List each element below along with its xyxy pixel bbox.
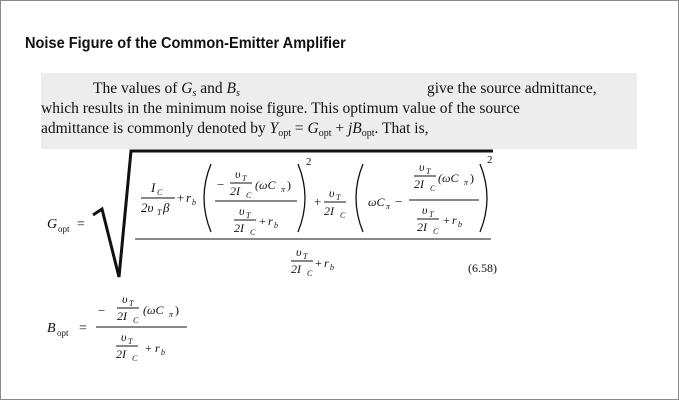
svg-text:2I: 2I: [324, 204, 334, 218]
square-exponent-2: 2: [487, 154, 493, 166]
svg-text:r: r: [452, 213, 457, 227]
svg-text:π: π: [464, 178, 469, 187]
svg-text:υ: υ: [329, 186, 335, 200]
paragraph-line-3: admittance is commonly denoted by $Y_{opt} = G_{opt} + jB_{opt}$. That is,: [41, 120, 429, 139]
svg-text:r: r: [324, 256, 329, 270]
paragraph-line-2: which results in the minimum noise figure. This optimum value of the source: [41, 100, 520, 117]
svg-text:B: B: [47, 321, 56, 336]
svg-text:r: r: [155, 341, 160, 355]
svg-text:2υ: 2υ: [141, 200, 154, 215]
vt-over-2ic-factor: [324, 186, 346, 220]
svg-text:2I: 2I: [414, 177, 424, 191]
bopt-fraction: [96, 292, 187, 363]
main-denominator: [291, 245, 334, 278]
svg-text:C: C: [250, 228, 256, 237]
svg-text:T: T: [426, 167, 431, 176]
svg-text:(ωC: (ωC: [255, 178, 276, 192]
svg-text:G: G: [47, 217, 58, 232]
svg-text:C: C: [307, 269, 313, 278]
svg-text:+: +: [145, 341, 152, 355]
svg-text:2I: 2I: [291, 262, 301, 276]
svg-text:C: C: [132, 354, 138, 363]
svg-text:C: C: [430, 184, 436, 193]
svg-text:=: =: [77, 217, 85, 232]
svg-text:): ): [470, 171, 474, 185]
svg-text:T: T: [242, 174, 247, 183]
svg-text:π: π: [169, 310, 174, 319]
left-paren-2: [356, 164, 363, 232]
svg-text:2I: 2I: [234, 221, 244, 235]
svg-text:=: =: [79, 321, 87, 336]
svg-text:π: π: [281, 185, 286, 194]
equation-block: [1, 1, 678, 399]
paragraph-line-1-end: give the source admittance,: [427, 80, 597, 97]
right-paren-2: [480, 164, 487, 232]
left-paren-1: [204, 164, 211, 232]
svg-text:β: β: [163, 200, 170, 215]
svg-text:opt: opt: [58, 224, 70, 234]
ic-over-vt-beta-term: [141, 180, 175, 217]
second-inner-expression: [368, 160, 479, 236]
svg-text:υ: υ: [296, 245, 302, 259]
right-paren-1: [298, 164, 305, 232]
svg-text:(ωC: (ωC: [143, 303, 164, 317]
svg-text:2I: 2I: [417, 220, 427, 234]
svg-text:2I: 2I: [230, 184, 240, 198]
gopt-label: [47, 217, 85, 234]
svg-text:T: T: [303, 252, 308, 261]
svg-text:): ): [287, 178, 291, 192]
svg-text:I: I: [151, 180, 156, 195]
svg-text:υ: υ: [422, 203, 428, 217]
svg-text:+: +: [315, 256, 322, 270]
svg-text:2I: 2I: [117, 309, 127, 323]
svg-text:υ: υ: [419, 160, 425, 174]
svg-text:opt: opt: [57, 328, 69, 338]
svg-text:υ: υ: [239, 204, 245, 218]
svg-text:T: T: [157, 208, 162, 217]
svg-text:b: b: [458, 220, 462, 229]
plus-sign: +: [177, 190, 185, 205]
equation-number: (6.58): [468, 261, 497, 275]
svg-text:−: −: [98, 303, 106, 318]
rb-coefficient: [186, 190, 196, 207]
svg-text:C: C: [246, 191, 252, 200]
svg-text:r: r: [186, 190, 192, 205]
svg-text:2I: 2I: [116, 347, 126, 361]
svg-text:υ: υ: [121, 330, 127, 344]
svg-text:−: −: [217, 177, 225, 192]
svg-text:+: +: [443, 213, 450, 227]
svg-text:υ: υ: [122, 292, 128, 306]
square-exponent-1: 2: [306, 156, 312, 168]
svg-text:π: π: [386, 202, 391, 211]
first-inner-fraction: [215, 167, 297, 237]
svg-text:C: C: [433, 227, 439, 236]
paragraph-line-1-start: The values of $G_s$ and $B_s$: [93, 80, 240, 99]
svg-text:b: b: [330, 263, 334, 272]
svg-text:−: −: [395, 194, 403, 209]
svg-text:T: T: [246, 211, 251, 220]
svg-text:C: C: [340, 211, 346, 220]
svg-text:b: b: [274, 221, 278, 230]
svg-text:ωC: ωC: [368, 195, 385, 209]
bopt-label: [47, 321, 87, 338]
svg-text:T: T: [129, 299, 134, 308]
svg-text:T: T: [336, 193, 341, 202]
svg-text:υ: υ: [235, 167, 241, 181]
svg-text:b: b: [161, 348, 165, 357]
svg-text:(ωC: (ωC: [438, 171, 459, 185]
svg-text:): ): [175, 303, 179, 317]
svg-text:C: C: [157, 188, 163, 197]
svg-text:T: T: [128, 337, 133, 346]
svg-text:b: b: [192, 198, 196, 207]
svg-text:T: T: [429, 210, 434, 219]
section-heading: Noise Figure of the Common-Emitter Amplifier: [25, 35, 346, 52]
plus-sign-2: +: [314, 194, 322, 209]
svg-text:+: +: [259, 214, 266, 228]
svg-text:r: r: [268, 214, 273, 228]
svg-text:C: C: [133, 316, 139, 325]
